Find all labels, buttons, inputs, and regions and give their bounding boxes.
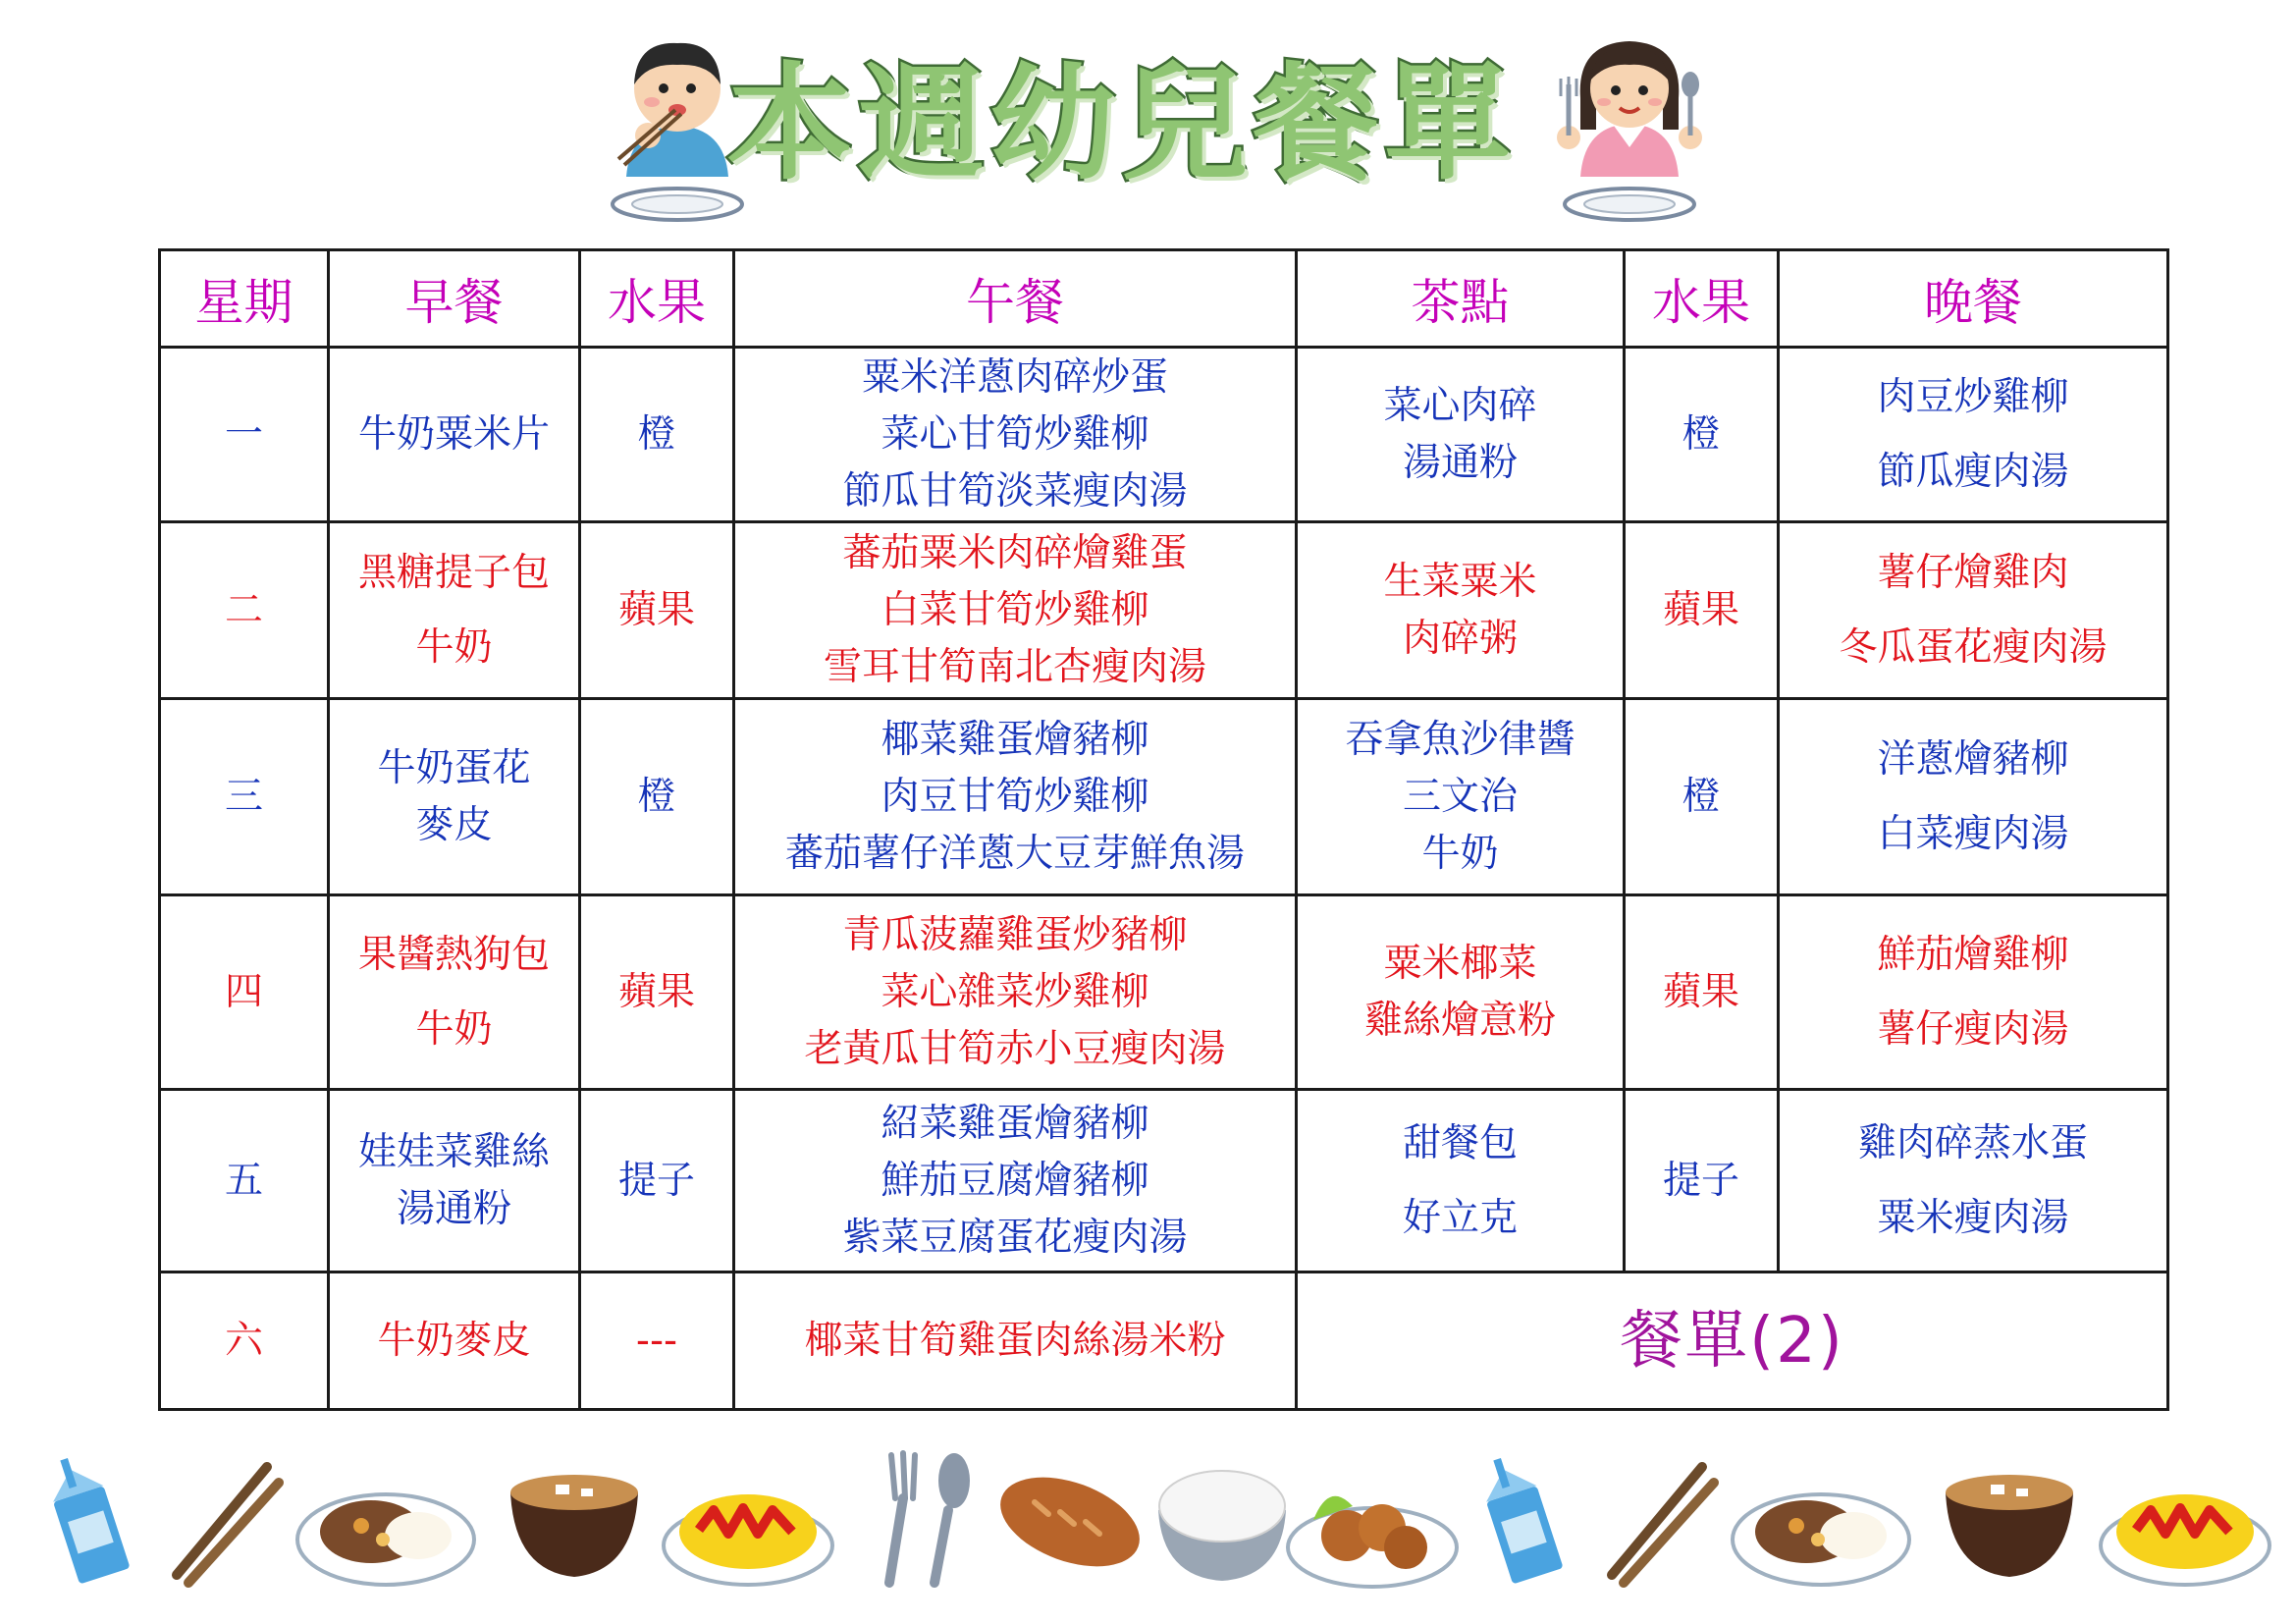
omelette-rice-icon: [2097, 1463, 2273, 1591]
table-row: [160, 522, 2168, 699]
menu-table: [158, 248, 2169, 1411]
milk-carton-icon: [33, 1453, 141, 1591]
header-fruit: 水果: [1625, 250, 1779, 348]
fried-chicken-icon: [1284, 1461, 1461, 1591]
page-header: [0, 0, 2296, 236]
food-icon-strip: [0, 1434, 2296, 1610]
dinner-cell: 雞肉碎蒸水蛋 粟米瘦肉湯: [1779, 1090, 2168, 1272]
fruit-cell: 蘋果: [1625, 522, 1779, 699]
header-row: [160, 250, 2168, 348]
dinner-cell: 肉豆炒雞柳 節瓜瘦肉湯: [1779, 348, 2168, 522]
fruit-cell: 橙: [1625, 348, 1779, 522]
curry-plate-icon: [293, 1463, 479, 1591]
table-row: [160, 895, 2168, 1090]
header-breakfast: 早餐: [329, 250, 580, 348]
fruit-cell: 橙: [580, 348, 734, 522]
breakfast-cell: 牛奶粟米片: [329, 348, 580, 522]
lunch-cell: 蕃茄粟米肉碎燴雞蛋 白菜甘筍炒雞柳 雪耳甘筍南北杏瘦肉湯: [734, 522, 1297, 699]
miso-soup-icon: [501, 1453, 648, 1591]
header-lunch: 午餐: [734, 250, 1297, 348]
day-cell: 六: [160, 1272, 329, 1410]
curry-plate-icon: [1728, 1463, 1914, 1591]
tea-cell: 生菜粟米 肉碎粥: [1297, 522, 1625, 699]
header-fruit: 水果: [580, 250, 734, 348]
breakfast-cell: 牛奶麥皮: [329, 1272, 580, 1410]
chopsticks-icon: [157, 1453, 285, 1591]
breakfast-cell: 黑糖提子包 牛奶: [329, 522, 580, 699]
breakfast-cell: 娃娃菜雞絲 湯通粉: [329, 1090, 580, 1272]
day-cell: 一: [160, 348, 329, 522]
table-row: [160, 1272, 2168, 1410]
fruit-cell: 提子: [580, 1090, 734, 1272]
header-day: 星期: [160, 250, 329, 348]
fruit-cell: ---: [580, 1272, 734, 1410]
lunch-cell: 青瓜菠蘿雞蛋炒豬柳 菜心雜菜炒雞柳 老黃瓜甘筍赤小豆瘦肉湯: [734, 895, 1297, 1090]
tea-cell: 甜餐包 好立克: [1297, 1090, 1625, 1272]
fork-spoon-icon: [860, 1445, 978, 1593]
lunch-cell: 粟米洋蔥肉碎炒蛋 菜心甘筍炒雞柳 節瓜甘筍淡菜瘦肉湯: [734, 348, 1297, 522]
breakfast-cell: 牛奶蛋花 麥皮: [329, 699, 580, 895]
omelette-rice-icon: [660, 1463, 836, 1591]
fruit-cell: 蘋果: [1625, 895, 1779, 1090]
fruit-cell: 蘋果: [580, 895, 734, 1090]
day-cell: 三: [160, 699, 329, 895]
menu-version-note: 餐單(2): [1297, 1272, 2168, 1410]
header-dinner: 晚餐: [1779, 250, 2168, 348]
day-cell: 二: [160, 522, 329, 699]
lunch-cell: 椰菜甘筍雞蛋肉絲湯米粉: [734, 1272, 1297, 1410]
bread-loaf-icon: [991, 1463, 1148, 1581]
table-row: [160, 699, 2168, 895]
lunch-cell: 紹菜雞蛋燴豬柳 鮮茄豆腐燴豬柳 紫菜豆腐蛋花瘦肉湯: [734, 1090, 1297, 1272]
miso-soup-icon: [1936, 1453, 2083, 1591]
table-row: [160, 348, 2168, 522]
dinner-cell: 洋蔥燴豬柳 白菜瘦肉湯: [1779, 699, 2168, 895]
breakfast-cell: 果醬熱狗包 牛奶: [329, 895, 580, 1090]
fruit-cell: 橙: [580, 699, 734, 895]
chopsticks-icon: [1592, 1453, 1720, 1591]
dinner-cell: 鮮茄燴雞柳 薯仔瘦肉湯: [1779, 895, 2168, 1090]
header-tea: 茶點: [1297, 250, 1625, 348]
page-title: 本週幼兒餐單: [726, 51, 1517, 197]
girl-with-utensils-icon: [1531, 20, 1728, 226]
day-cell: 四: [160, 895, 329, 1090]
fruit-cell: 橙: [1625, 699, 1779, 895]
fruit-cell: 提子: [1625, 1090, 1779, 1272]
tea-cell: 粟米椰菜 雞絲燴意粉: [1297, 895, 1625, 1090]
milk-carton-icon: [1467, 1453, 1575, 1591]
day-cell: 五: [160, 1090, 329, 1272]
table-row: [160, 1090, 2168, 1272]
tea-cell: 吞拿魚沙律醬 三文治 牛奶: [1297, 699, 1625, 895]
fruit-cell: 蘋果: [580, 522, 734, 699]
rice-bowl-icon: [1148, 1451, 1296, 1589]
tea-cell: 菜心肉碎 湯通粉: [1297, 348, 1625, 522]
dinner-cell: 薯仔燴雞肉 冬瓜蛋花瘦肉湯: [1779, 522, 2168, 699]
lunch-cell: 椰菜雞蛋燴豬柳 肉豆甘筍炒雞柳 蕃茄薯仔洋蔥大豆芽鮮魚湯: [734, 699, 1297, 895]
